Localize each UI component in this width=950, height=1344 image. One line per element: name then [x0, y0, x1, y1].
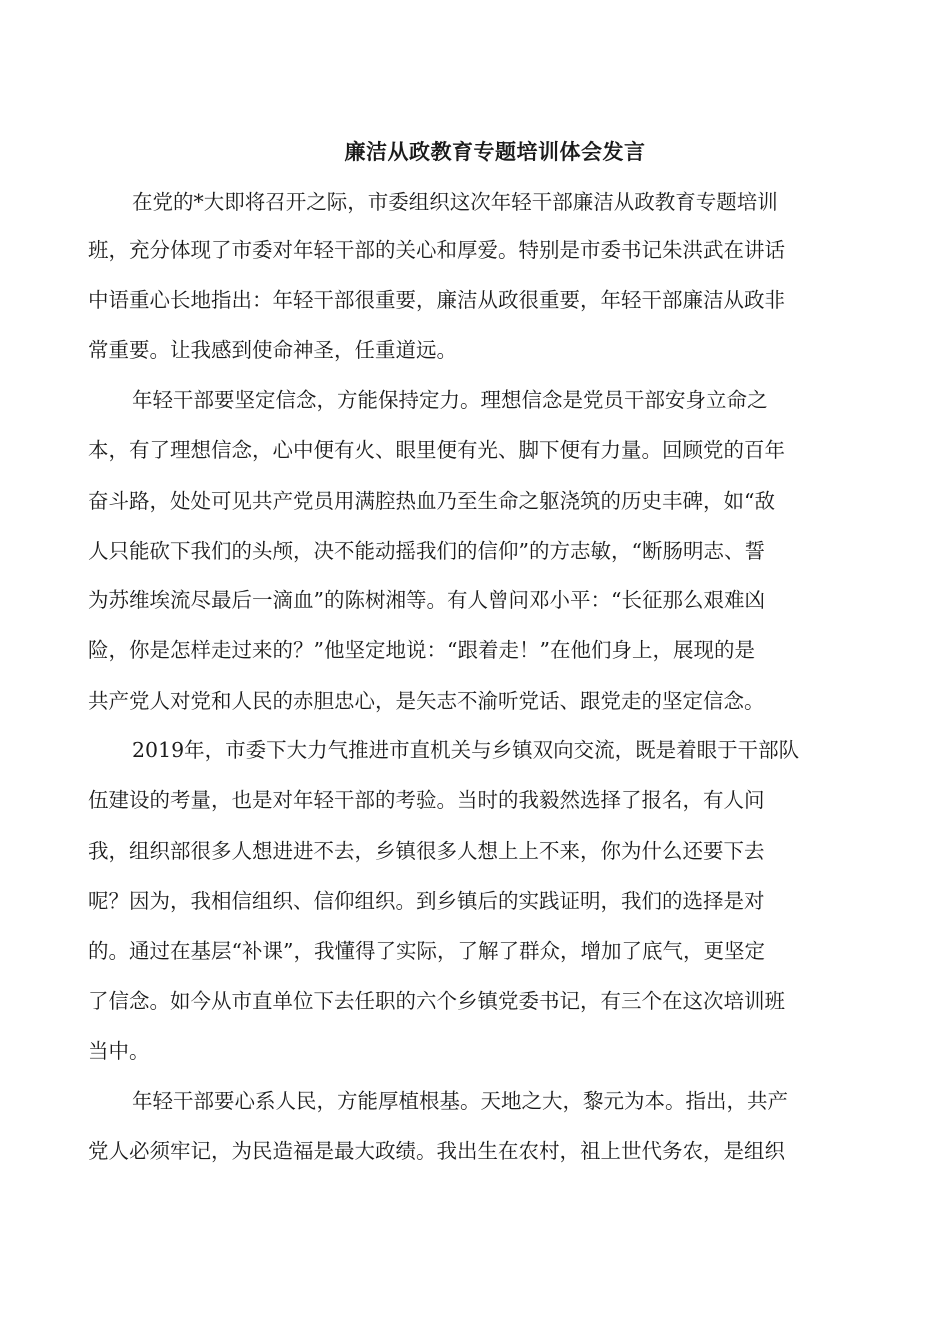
paragraph-line: 为苏维埃流尽最后一滴血”的陈树湘等。有人曾问邓小平：“长征那么艰难凶 [88, 588, 765, 612]
paragraph-line: 呢？因为，我相信组织、信仰组织。到乡镇后的实践证明，我们的选择是对 [88, 889, 765, 913]
paragraph-line: 本，有了理想信念，心中便有火、眼里便有光、脚下便有力量。回顾党的百年 [88, 438, 785, 462]
paragraph-line: 常重要。让我感到使命神圣，任重道远。 [88, 338, 457, 362]
paragraph-line: 的。通过在基层“补课”，我懂得了实际，了解了群众，增加了底气，更坚定 [88, 939, 765, 963]
paragraph-line: 奋斗路，处处可见共产党员用满腔热血乃至生命之躯浇筑的历史丰碑，如“敌 [88, 489, 775, 513]
paragraph-line: 党人必须牢记，为民造福是最大政绩。我出生在农村，祖上世代务农，是组织 [88, 1139, 785, 1163]
document-title: 廉洁从政教育专题培训体会发言 [344, 139, 646, 164]
paragraph-line: 年轻干部要心系人民，方能厚植根基。天地之大，黎元为本。指出，共产 [132, 1089, 788, 1113]
paragraph-line: 2019年，市委下大力气推进市直机关与乡镇双向交流，既是着眼于干部队 [132, 738, 800, 762]
paragraph-line: 我，组织部很多人想进进不去，乡镇很多人想上上不来，你为什么还要下去 [88, 839, 765, 863]
paragraph-line: 险，你是怎样走过来的？”他坚定地说：“跟着走！”在他们身上，展现的是 [88, 638, 755, 662]
paragraph-line: 共产党人对党和人民的赤胆忠心，是矢志不渝听党话、跟党走的坚定信念。 [88, 689, 765, 713]
paragraph-line: 人只能砍下我们的头颅，决不能动摇我们的信仰”的方志敏，“断肠明志、誓 [88, 539, 765, 563]
paragraph-line: 中语重心长地指出：年轻干部很重要，廉洁从政很重要，年轻干部廉洁从政非 [88, 288, 785, 312]
paragraph-line: 年轻干部要坚定信念，方能保持定力。理想信念是党员干部安身立命之 [132, 388, 768, 412]
paragraph-line: 当中。 [88, 1039, 150, 1063]
paragraph-line: 伍建设的考量，也是对年轻干部的考验。当时的我毅然选择了报名，有人问 [88, 788, 765, 812]
paragraph-line: 班，充分体现了市委对年轻干部的关心和厚爱。特别是市委书记朱洪武在讲话 [88, 238, 785, 262]
paragraph-line: 了信念。如今从市直单位下去任职的六个乡镇党委书记，有三个在这次培训班 [88, 989, 785, 1013]
paragraph-line: 在党的*大即将召开之际，市委组织这次年轻干部廉洁从政教育专题培训 [132, 190, 778, 214]
